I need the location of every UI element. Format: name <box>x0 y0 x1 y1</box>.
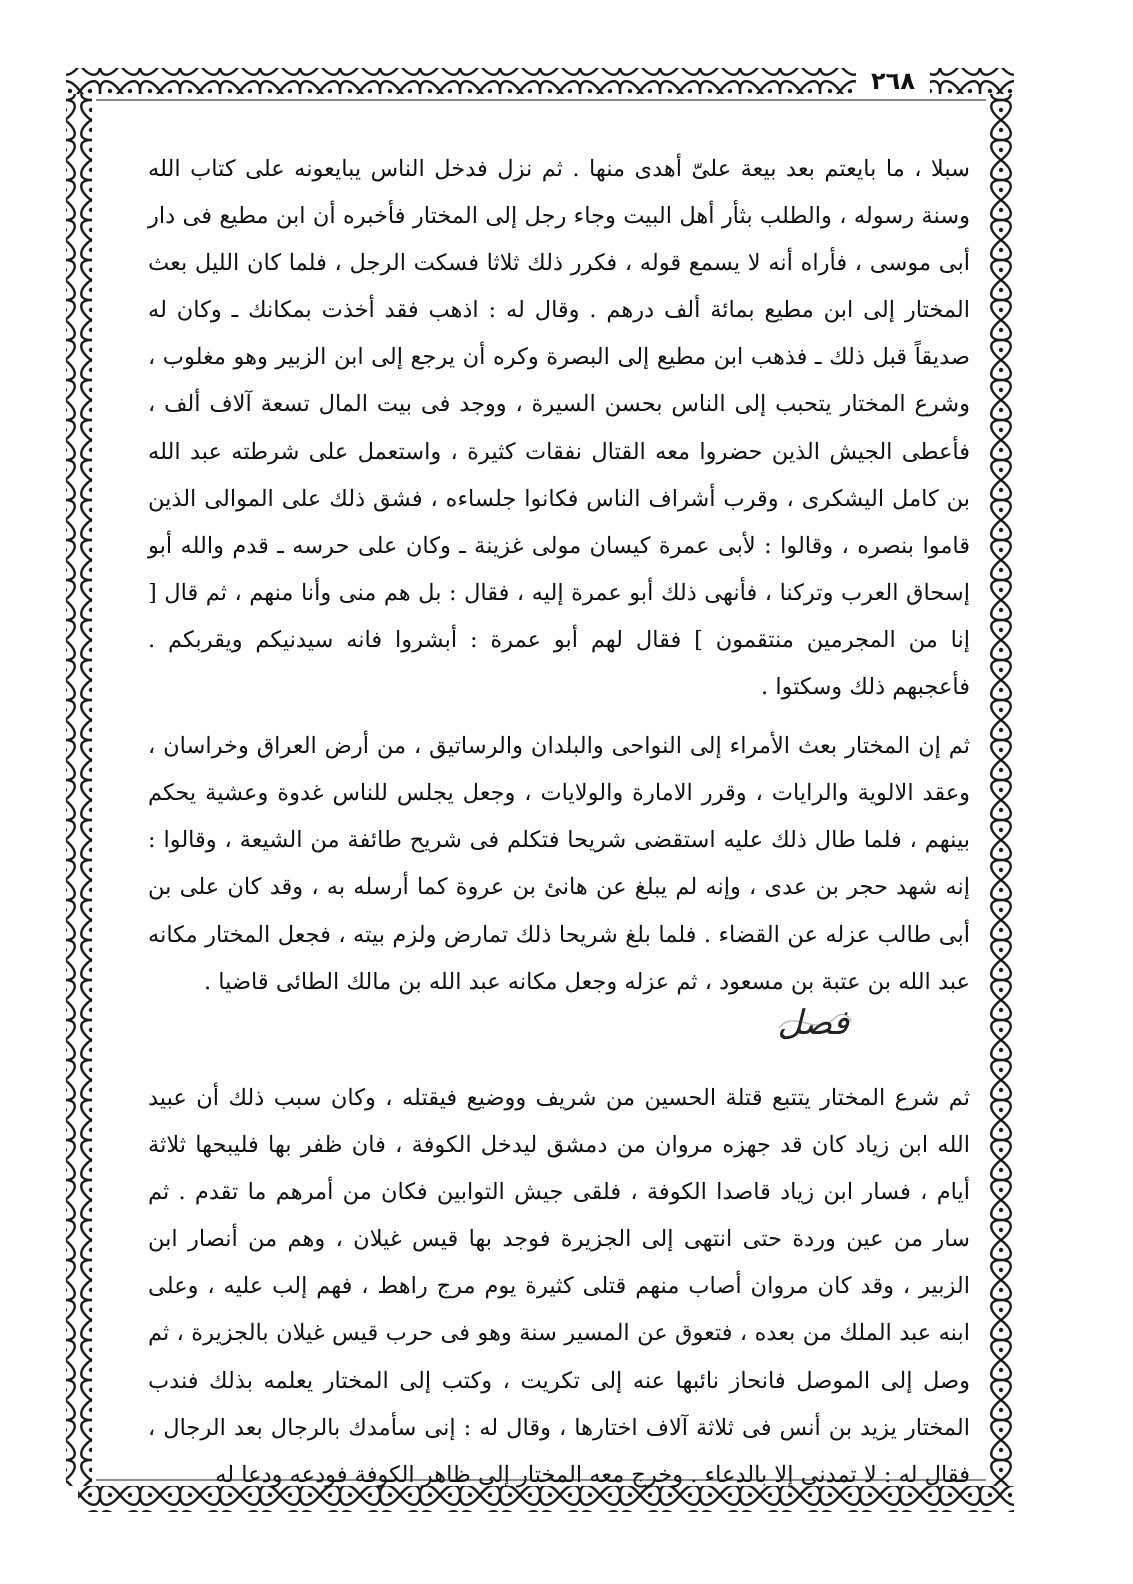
paragraph-2: ثم إن المختار بعث الأمراء إلى النواحى والبلدان والرساتيق ، من أرض العراق وخراسان ، وعقد الالوية والرايات ، وقرر الامارة والولايات ، وجعل يجلس للناس غدوة وعشية يحكم بينهم ، فلما طال ذلك عليه استقضى شريحا فتكلم فى شريح طائفة من الشيعة ، وقالوا : إنه شهد حجر بن عدى ، وإنه لم يبلغ عن هانئ بن عروة كما أرسله به ، وقد كان على بن أبى طالب عزله عن القضاء . فلما بلغ شريحا ذلك تمارض ولزم بيته ، فجعل المختار مكانه عبد الله بن عتبة بن مسعود ، ثم عزله وجعل مكانه عبد الله بن مالك الطائى قاضيا . <box>148 733 970 995</box>
section-heading-container <box>778 1000 850 1046</box>
page-number: ٢٦٨ <box>856 66 930 96</box>
paragraph-1: سبلا ، ما بايعتم بعد بيعة علىّ أهدى منها . ثم نزل فدخل الناس يبايعونه على كتاب الله وسنة رسوله ، والطلب بثأر أهل البيت وجاء رجل إلى المختار فأخبره أن ابن مطيع فى دار أبى موسى ، فأراه أنه لا يسمع قوله ، فكرر ذلك ثلاثا فسكت الرجل ، فلما كان الليل بعث المختار إلى ابن مطيع بمائة ألف درهم . وقال له : اذهب فقد أخذت بمكانك ـ وكان له صديقاً قبل ذلك ـ فذهب ابن مطيع إلى البصرة وكره أن يرجع إلى ابن الزبير وهو مغلوب ، وشرع المختار يتحبب إلى الناس بحسن السيرة ، ووجد فى بيت المال تسعة آلاف ألف ، فأعطى الجيش الذين حضروا معه القتال نفقات كثيرة ، واستعمل على شرطته عبد الله بن كامل اليشكرى ، وقرب أشراف الناس فكانوا جلساءه ، فشق ذلك على الموالى الذين قاموا بنصره ، وقالوا : لأبى عمرة كيسان مولى غزينة ـ وكان على حرسه ـ قدم والله أبو إسحاق العرب وتركنا ، فأنهى ذلك أبو عمرة إليه ، فقال : بل هم منى وأنا منهم ، ثم قال [ إنا من المجرمين منتقمون ] فقال لهم أبو عمرة : أبشروا فانه سيدنيكم ويقربكم . فأعجبهم ذلك وسكتوا . <box>148 156 970 701</box>
calligraphic-heading <box>775 998 855 1044</box>
section-heading: فصل <box>777 1003 849 1043</box>
paragraph-3: ثم شرع المختار يتتبع قتلة الحسين من شريف ووضيع فيقتله ، وكان سبب ذلك أن عبيد الله ابن زياد كان قد جهزه مروان من دمشق ليدخل الكوفة ، فان ظفر بها فليبحها ثلاثة أيام ، فسار ابن زياد قاصدا الكوفة ، فلقى جيش التوابين فكان من أمرهم ما تقدم . ثم سار من عين وردة حتى انتهى إلى الجزيرة فوجد بها قيس غيلان ، وهم من أنصار ابن الزبير ، وقد كان مروان أصاب منهم قتلى كثيرة يوم مرج راهط ، فهم إلب عليه ، وعلى ابنه عبد الملك من بعده ، فتعوق عن المسير سنة وهو فى حرب قيس غيلان بالجزيرة ، ثم وصل إلى الموصل فانحاز نائبها عنه إلى تكريت ، وكتب إلى المختار يعلمه بذلك فندب المختار يزيد بن أنس فى ثلاثة آلاف اختارها ، وقال له : إنى سأمدك بالرجال بعد الرجال ، فقال له : لا تمدنى إلا بالدعاء . وخرج معه المختار إلى ظاهر الكوفة فودعه ودعا له <box>148 1085 970 1488</box>
body-text-part2 <box>148 1075 970 1499</box>
